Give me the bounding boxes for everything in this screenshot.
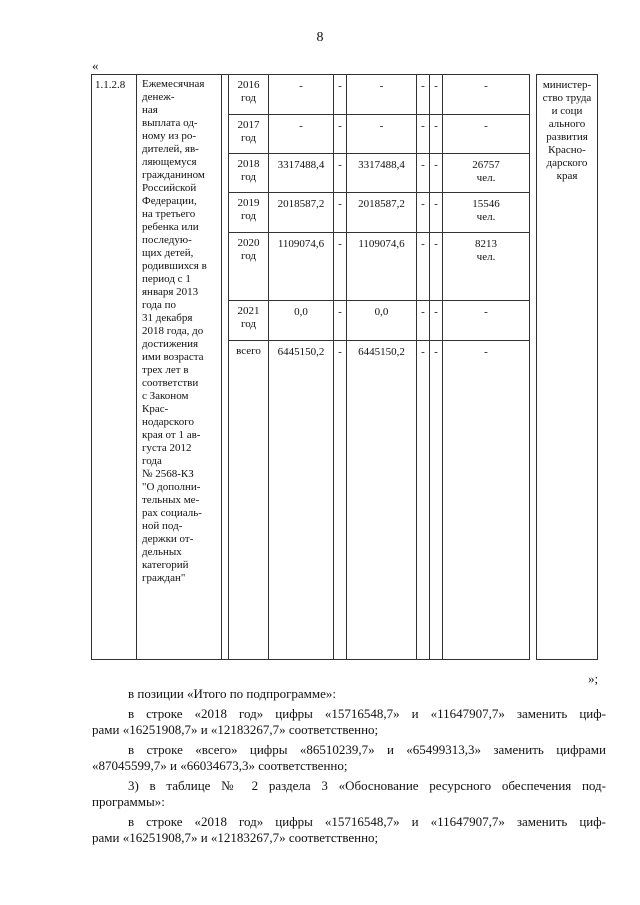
text-line: 2017 — [237, 119, 260, 131]
year-label — [229, 301, 269, 341]
text-line: соответстви — [142, 377, 199, 389]
text-line: Ежемесячная — [142, 78, 205, 90]
paragraph-total-line2: «87045599,7» и «66034673,3» соответственно; — [92, 758, 348, 773]
text-line: выплата од- — [142, 117, 198, 129]
total-amount: 1109074,6 — [269, 233, 334, 301]
federal-amount: - — [334, 193, 347, 233]
text-line: дельных — [142, 546, 182, 558]
year-label — [229, 233, 269, 301]
paragraph-total-line1: в строке «всего» цифры «86510239,7» и «65499313,3» заменить цифрами — [128, 742, 606, 757]
paragraph-2018-line2: рами «16251908,7» и «12183267,7» соответственно; — [92, 722, 379, 737]
text-line: тельных ме- — [142, 494, 200, 506]
table-row — [92, 75, 598, 115]
regional-amount: - — [347, 115, 417, 154]
text-line: родившихся в — [142, 260, 207, 272]
total-amount: 3317488,4 — [269, 154, 334, 193]
text-line: 2016 — [237, 79, 260, 91]
responsible-executor — [537, 75, 598, 660]
federal-amount: - — [334, 75, 347, 115]
text-line: и соци — [551, 105, 583, 117]
result-value: - — [443, 341, 530, 660]
local-amount: - — [417, 193, 430, 233]
text-line: дителей, яв- — [142, 143, 199, 155]
separator-column — [222, 75, 229, 660]
other-amount: - — [430, 154, 443, 193]
text-line: № 2568-КЗ — [142, 468, 194, 480]
total-amount: 2018587,2 — [269, 193, 334, 233]
measure-description — [137, 75, 222, 660]
local-amount: - — [417, 115, 430, 154]
federal-amount: - — [334, 154, 347, 193]
measure-number: 1.1.2.8 — [92, 75, 137, 660]
total-amount: - — [269, 75, 334, 115]
text-line: Крас- — [142, 403, 169, 415]
year-label — [229, 154, 269, 193]
regional-amount: 3317488,4 — [347, 154, 417, 193]
text-line: года — [142, 455, 162, 467]
text-line: последую- — [142, 234, 192, 246]
total-amount: 0,0 — [269, 301, 334, 341]
closing-quote-mark: »; — [588, 671, 599, 686]
text-line: нодарского — [142, 416, 194, 428]
text-line: 2019 — [237, 197, 260, 209]
paragraph-table2-line1: 3) в таблице № 2 раздела 3 «Обоснование ресурсного обеспечения под- — [128, 778, 606, 793]
local-amount: - — [417, 154, 430, 193]
year-label — [229, 341, 269, 660]
text-line: ребенка или — [142, 221, 199, 233]
text-line: ими возраста — [142, 351, 204, 363]
text-line: граждан" — [142, 572, 186, 584]
text-line: Российской — [142, 182, 197, 194]
text-line: период с 1 — [142, 273, 191, 285]
text-line: развития — [546, 131, 588, 143]
text-line: ная — [142, 104, 158, 116]
paragraph-table2-2018-line1: в строке «2018 год» цифры «15716548,7» и «11647907,7» заменить циф- — [128, 814, 606, 829]
text-line: денеж- — [142, 91, 175, 103]
text-line: трех лет в — [142, 364, 189, 376]
paragraph-table2-line2: программы»: — [92, 794, 165, 809]
regional-amount: 6445150,2 — [347, 341, 417, 660]
text-line: ляющемуся — [142, 156, 197, 168]
separator-column — [530, 75, 537, 660]
paragraph-2018-line1: в строке «2018 год» цифры «15716548,7» и «11647907,7» заменить циф- — [128, 706, 606, 721]
result-value: - — [443, 75, 530, 115]
text-line: года по — [142, 299, 177, 311]
paragraph-itogo: в позиции «Итого по подпрограмме»: — [128, 686, 337, 701]
other-amount: - — [430, 301, 443, 341]
regional-amount: - — [347, 75, 417, 115]
result-value: 15546 чел. — [443, 193, 530, 233]
text-line: держки от- — [142, 533, 194, 545]
text-line: 31 декабря — [142, 312, 193, 324]
year-label — [229, 75, 269, 115]
total-amount: - — [269, 115, 334, 154]
opening-quote-mark: « — [92, 58, 99, 73]
text-line: на третьего — [142, 208, 196, 220]
text-line: Федерации, — [142, 195, 197, 207]
text-line: достижения — [142, 338, 199, 350]
page-number: 8 — [316, 30, 324, 45]
text-line: 2018 года, до — [142, 325, 204, 337]
text-line: Красно- — [548, 144, 586, 156]
text-line: 2020 — [237, 237, 260, 249]
total-amount: 6445150,2 — [269, 341, 334, 660]
local-amount: - — [417, 233, 430, 301]
result-value: 26757 чел. — [443, 154, 530, 193]
text-line: дарского — [546, 157, 588, 169]
text-line: категорий — [142, 559, 189, 571]
text-line: края — [556, 170, 578, 182]
other-amount: - — [430, 233, 443, 301]
text-line: января 2013 — [142, 286, 199, 298]
text-line: с Законом — [142, 390, 189, 402]
text-line: ство труда — [542, 92, 592, 104]
paragraph-table2-2018-line2: рами «16251908,7» и «12183267,7» соответственно; — [92, 830, 379, 845]
text-line: министер- — [542, 79, 592, 91]
federal-amount: - — [334, 301, 347, 341]
other-amount: - — [430, 193, 443, 233]
text-line: год — [240, 171, 257, 183]
other-amount: - — [430, 75, 443, 115]
text-line: год — [240, 318, 257, 330]
result-value: - — [443, 301, 530, 341]
local-amount: - — [417, 341, 430, 660]
text-line: год — [240, 92, 257, 104]
text-line: 2021 — [237, 305, 260, 317]
local-amount: - — [417, 301, 430, 341]
regional-amount: 2018587,2 — [347, 193, 417, 233]
year-label — [229, 193, 269, 233]
program-table — [91, 74, 598, 660]
local-amount: - — [417, 75, 430, 115]
regional-amount: 1109074,6 — [347, 233, 417, 301]
text-line: края от 1 ав- — [142, 429, 201, 441]
year-label — [229, 115, 269, 154]
text-line: год — [240, 250, 257, 262]
text-line: густа 2012 — [142, 442, 192, 454]
text-line: "О дополни- — [142, 481, 201, 493]
text-line: год — [240, 132, 257, 144]
text-line: ального — [548, 118, 586, 130]
text-line: гражданином — [142, 169, 205, 181]
text-line: всего — [236, 345, 261, 357]
text-line: год — [240, 210, 257, 222]
other-amount: - — [430, 115, 443, 154]
regional-amount: 0,0 — [347, 301, 417, 341]
other-amount: - — [430, 341, 443, 660]
text-line: рах социаль- — [142, 507, 202, 519]
text-line: ному из ро- — [142, 130, 197, 142]
federal-amount: - — [334, 115, 347, 154]
result-value: - — [443, 115, 530, 154]
federal-amount: - — [334, 233, 347, 301]
federal-amount: - — [334, 341, 347, 660]
text-line: ной под- — [142, 520, 183, 532]
text-line: 2018 — [237, 158, 260, 170]
result-value: 8213 чел. — [443, 233, 530, 301]
text-line: щих детей, — [142, 247, 194, 259]
